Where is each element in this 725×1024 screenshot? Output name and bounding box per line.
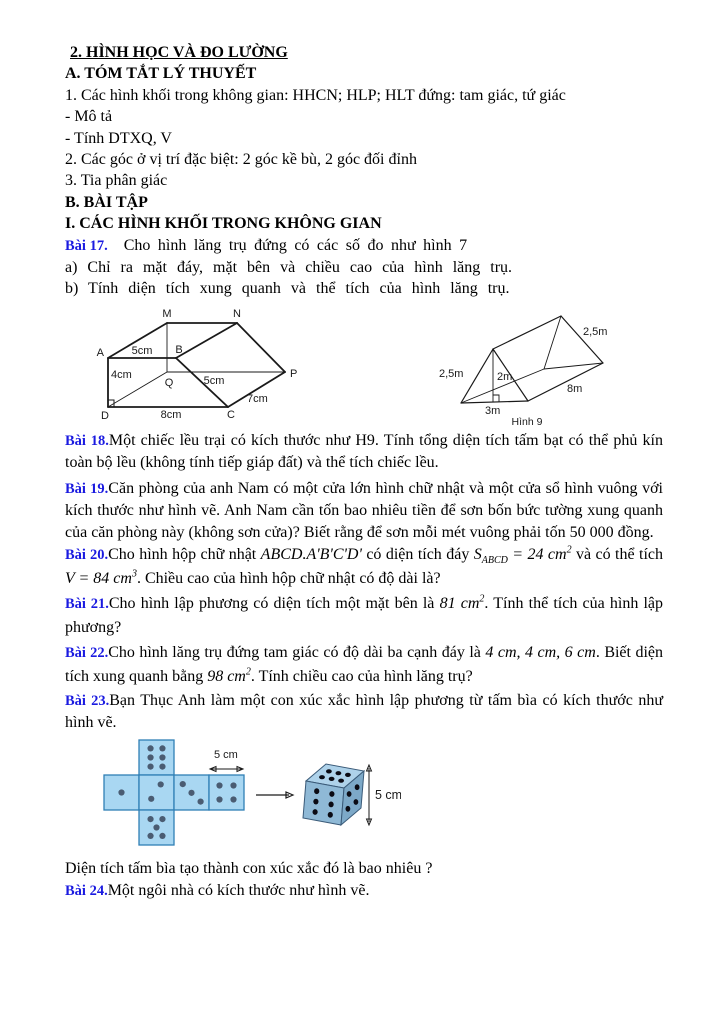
problem-20-text2: có diện tích đáy: [361, 545, 474, 563]
problem-20-text: Cho hình hộp chữ nhật: [108, 545, 261, 563]
figure-row: [65, 306, 663, 430]
dim-length: 8m: [567, 382, 583, 395]
dim-cp: 7cm: [247, 392, 268, 405]
vertex-label-c: C: [227, 408, 235, 421]
math-sides: 4 cm, 4 cm, 6 cm: [485, 643, 596, 661]
dim-height: 2m: [497, 370, 513, 383]
tent-figure-hinh9: [425, 306, 637, 428]
math-s-sub: ABCD: [481, 555, 508, 567]
theory-line-3: - Tính DTXQ, V: [65, 129, 172, 147]
problem-23: [65, 690, 663, 734]
dim-dc: 8cm: [160, 408, 182, 421]
net-size-arrow: [210, 766, 243, 771]
dim-base: 3m: [485, 404, 501, 417]
theory-line-1: 1. Các hình khối trong không gian: HHCN; HLP; HLT đứng: tam giác, tứ giác: [65, 86, 566, 104]
vertex-label-m: M: [162, 307, 172, 320]
problem-19-label: Bài 19.: [65, 480, 109, 497]
vertex-label-q: Q: [164, 376, 174, 389]
dim-ab: 5cm: [131, 344, 153, 357]
problem-22-label: Bài 22.: [65, 644, 109, 661]
vertex-label-n: N: [233, 307, 241, 320]
section-b-heading: B. BÀI TẬP: [65, 193, 148, 211]
problem-23-text: Bạn Thục Anh làm một con xúc xắc hình lập phương từ tấm bìa có kích thước như hình vẽ.: [65, 691, 663, 732]
vertex-label-d: D: [101, 409, 109, 422]
net-to-cube-arrow: [256, 792, 293, 798]
problem-21-label: Bài 21.: [65, 595, 109, 612]
page-title: 2. HÌNH HỌC VÀ ĐO LƯỜNG: [70, 44, 288, 61]
dim-front-slope: 2,5m: [439, 367, 464, 380]
problem-18: [65, 430, 663, 474]
figure-caption: Hình 9: [511, 415, 543, 428]
math-s-sup: 2: [566, 544, 572, 556]
problem-22-text3: . Tính chiều cao của hình lăng trụ?: [250, 668, 473, 686]
math-81-sup: 2: [479, 593, 485, 605]
section-i-heading: I. CÁC HÌNH KHỐI TRONG KHÔNG GIAN: [65, 215, 382, 233]
problem-17-label: Bài 17.: [65, 237, 108, 254]
theory-line-2: - Mô tả: [65, 108, 113, 126]
problem-24-text: Một ngôi nhà có kích thước như hình vẽ.: [107, 881, 370, 899]
vertex-label-b: B: [175, 343, 183, 356]
problem-24: [65, 880, 663, 902]
math-s-eq: = 24 cm: [507, 545, 567, 563]
cube-size-arrow: [367, 765, 372, 825]
problem-23-question: Diện tích tấm bìa tạo thành con xúc xắc đó là bao nhiêu ?: [65, 860, 433, 878]
dim-ad: 4cm: [111, 368, 132, 381]
problem-21-text2: . Tính thể tích của hình lập phương?: [65, 594, 664, 637]
dice-net-figure: [101, 738, 401, 852]
problem-18-text: Một chiếc lều trại có kích thước như H9. Tính tổng diện tích tấm bạt có thể phủ kín toàn bộ lều (không tính tiếp giáp đất) và thể tích chiếc lều.: [65, 431, 664, 472]
math-v: V = 84 cm: [65, 570, 132, 588]
problem-21-text: Cho hình lập phương có diện tích một mặt bên là: [108, 594, 440, 612]
dim-bc: 5cm: [203, 374, 225, 387]
problem-20: [65, 543, 663, 592]
problem-18-label: Bài 18.: [65, 432, 109, 449]
problem-23-label: Bài 23.: [65, 692, 110, 709]
problem-22-text: Cho hình lăng trụ đứng tam giác có độ dài ba cạnh đáy là: [108, 643, 486, 661]
problem-20-text3: và có thể tích: [571, 545, 664, 563]
math-s: S: [473, 545, 482, 563]
vertex-label-p: P: [290, 367, 298, 380]
problem-17: [65, 235, 663, 257]
problem-19: [65, 478, 663, 543]
prism-figure-hinh7: [83, 306, 413, 428]
theory-line-5: 3. Tia phân giác: [65, 172, 168, 190]
theory-line-4: 2. Các góc ở vị trí đặc biệt: 2 góc kề bù, 2 góc đối đỉnh: [65, 151, 417, 169]
cube-front-face: [303, 781, 344, 825]
problem-17-text: Cho hình lăng trụ đứng có các số đo như hình 7: [123, 236, 468, 254]
math-81: 81 cm: [439, 594, 480, 612]
dim-back-slope: 2,5m: [583, 325, 608, 338]
problem-22-text2: . Biết diện tích xung quanh bằng: [65, 643, 664, 686]
right-angle-marker: [493, 395, 499, 402]
problem-19-text: Căn phòng của anh Nam có một cửa lớn hình chữ nhật và một cửa sổ hình vuông với kích thước như hình vẽ. Anh Nam cần tốn bao nhiêu tiền để sơn bốn bức tường xung quanh của căn phòng này (không sơn cửa)? Biết rằng để sơn mỗi mét vuông phải tốn 50 000 đồng.: [65, 479, 664, 541]
math-98: 98 cm: [207, 668, 246, 686]
net-size-label: 5 cm: [214, 748, 238, 761]
math-abcd: ABCD.A'B'C'D': [260, 545, 362, 563]
die-face-one: [118, 789, 124, 795]
problem-20-text4: . Chiều cao của hình hộp chữ nhật có độ dài là?: [136, 570, 441, 588]
problem-21: [65, 592, 663, 641]
problem-17-item-a: a) Chỉ ra mặt đáy, mặt bên và chiều cao của hình lăng trụ.: [65, 259, 513, 277]
problem-20-label: Bài 20.: [65, 546, 109, 563]
math-98-sup: 2: [245, 667, 251, 679]
problem-22: [65, 641, 663, 690]
problem-24-label: Bài 24.: [65, 882, 108, 899]
problem-17-item-b: b) Tính diện tích xung quanh và thể tích của hình lăng trụ.: [65, 280, 510, 298]
section-a-heading: A. TÓM TẮT LÝ THUYẾT: [65, 65, 257, 83]
vertex-label-a: A: [96, 346, 104, 359]
math-v-sup: 3: [131, 569, 137, 581]
cube-size-label: 5 cm: [375, 787, 401, 802]
